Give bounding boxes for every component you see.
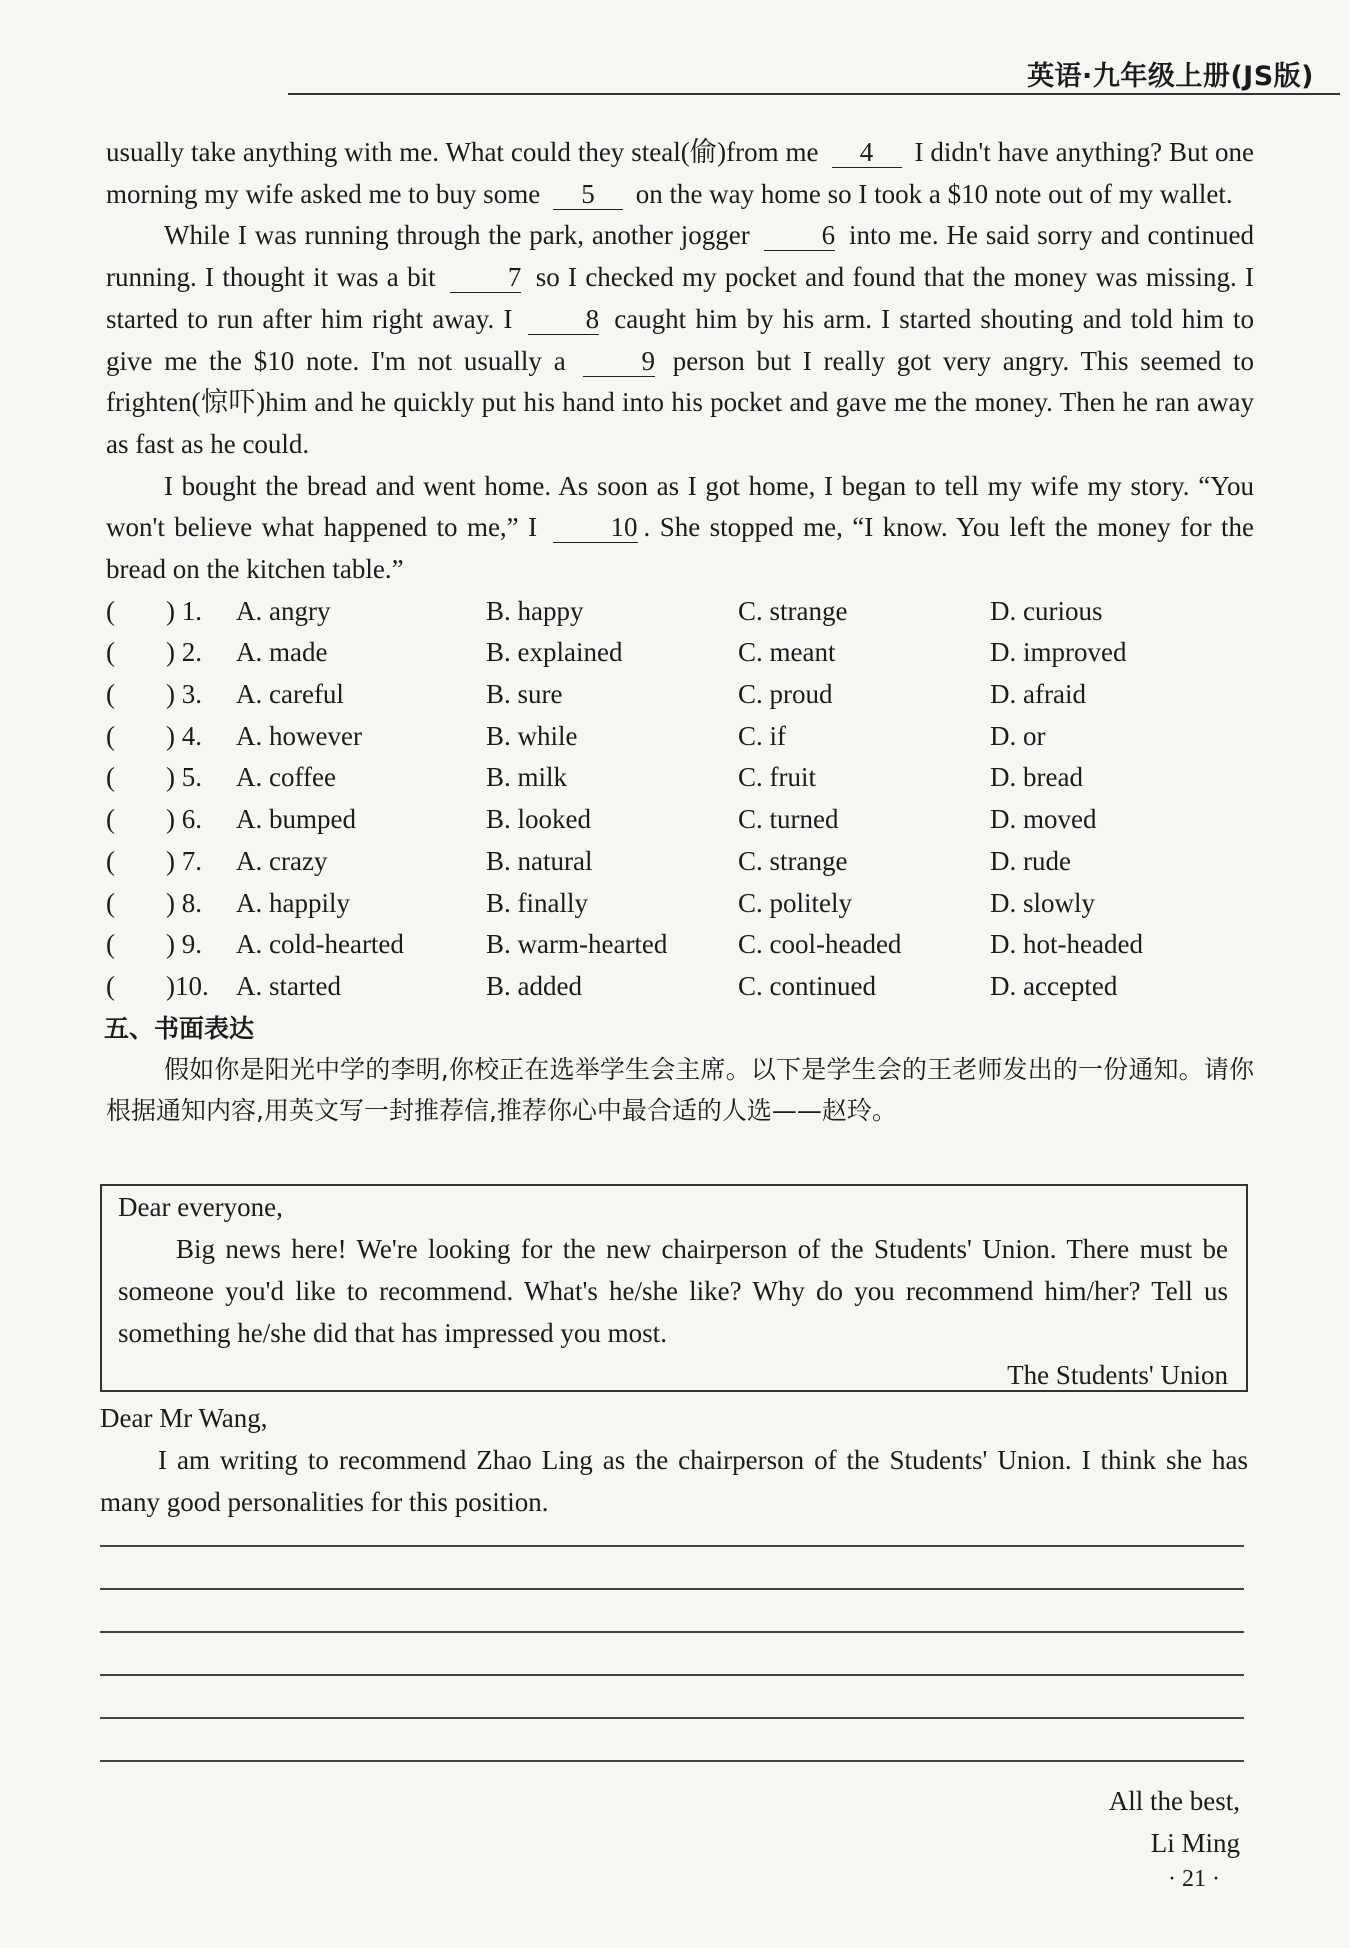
option-c: C. meant xyxy=(738,637,836,668)
option-d: D. rude xyxy=(990,845,1071,876)
answer-paren[interactable]: ( xyxy=(106,762,115,793)
option-c: C. proud xyxy=(738,679,833,710)
question-number: ) 1. xyxy=(166,595,202,626)
letter-opening: I am writing to recommend Zhao Ling as the chairperson of the Students' Union. I think she has many good personalities for this position. xyxy=(100,1445,1248,1517)
answer-paren[interactable]: ( xyxy=(106,804,115,835)
answer-paren[interactable]: ( xyxy=(106,720,115,751)
question-number: ) 9. xyxy=(166,929,202,960)
answer-paren[interactable]: ( xyxy=(106,637,115,668)
question-number: ) 5. xyxy=(166,762,202,793)
passage-text: I didn't have anything? But one morning my wife asked me to buy some xyxy=(106,137,1255,209)
letter-greeting: Dear Mr Wang, xyxy=(100,1403,268,1433)
answer-paren[interactable]: ( xyxy=(106,845,115,876)
option-row xyxy=(106,841,1254,883)
option-a: A. crazy xyxy=(236,845,328,876)
writing-line[interactable] xyxy=(100,1674,1244,1676)
option-row xyxy=(106,632,1254,674)
question-number: ) 3. xyxy=(166,679,202,710)
option-b: B. while xyxy=(486,720,578,751)
writing-line[interactable] xyxy=(100,1717,1244,1719)
letter-closing xyxy=(1109,1780,1240,1864)
answer-paren[interactable]: ( xyxy=(106,595,115,626)
option-d: D. curious xyxy=(990,595,1103,626)
option-d: D. or xyxy=(990,720,1046,751)
option-b: B. natural xyxy=(486,845,593,876)
option-c: C. politely xyxy=(738,887,852,918)
option-row xyxy=(106,716,1254,758)
option-d: D. accepted xyxy=(990,970,1118,1001)
option-b: B. sure xyxy=(486,679,563,710)
option-row xyxy=(106,591,1254,633)
section-title: 五、书面表达 xyxy=(104,1013,255,1043)
writing-instruction: 假如你是阳光中学的李明,你校正在选举学生会主席。以下是学生会的王老师发出的一份通知。请你根据通知内容,用英文写一封推荐信,推荐你心中最合适的人选——赵玲。 xyxy=(106,1055,1254,1126)
passage-paragraph-1 xyxy=(106,132,1254,215)
question-number: )10. xyxy=(166,970,209,1001)
option-d: D. hot-headed xyxy=(990,929,1143,960)
option-b: B. looked xyxy=(486,804,591,835)
option-d: D. afraid xyxy=(990,679,1086,710)
passage-text: so I checked my pocket and found that the money was missing. I started to run after him right away. I xyxy=(106,262,1255,334)
writing-line[interactable] xyxy=(100,1631,1244,1633)
option-b: B. explained xyxy=(486,637,623,668)
writing-line[interactable] xyxy=(100,1545,1244,1547)
question-number: ) 4. xyxy=(166,720,202,751)
passage-text: caught him by his arm. I started shouting and told him to give me the $10 note. I'm not usually a xyxy=(106,303,1255,376)
option-c: C. if xyxy=(738,720,787,751)
passage-text: . She stopped me, “I know. You left the money for the bread on the kitchen table.” xyxy=(106,512,1254,585)
option-a: A. angry xyxy=(236,595,331,626)
option-d: D. moved xyxy=(990,804,1097,835)
option-a: A. cold-hearted xyxy=(236,929,404,960)
option-d: D. improved xyxy=(990,637,1127,668)
signer-name: Li Ming xyxy=(1150,1828,1240,1858)
notice-content xyxy=(118,1186,1228,1396)
option-row xyxy=(106,924,1254,966)
option-row xyxy=(106,966,1254,1008)
question-number: ) 8. xyxy=(166,887,202,918)
notice-body: Big news here! We're looking for the new chairperson of the Students' Union. There must be someone you'd like to recommend. What's he/she like? Why do you recommend him/her? Tell us something he/she did that has impressed you most. xyxy=(118,1234,1228,1348)
option-a: A. made xyxy=(236,637,328,668)
option-b: B. happy xyxy=(486,595,584,626)
passage-text: usually take anything with me. What could they steal(偷)from me xyxy=(106,137,819,167)
option-a: A. coffee xyxy=(236,762,336,793)
cloze-passage xyxy=(106,132,1254,1131)
notice-box xyxy=(100,1184,1248,1392)
option-row xyxy=(106,799,1254,841)
letter xyxy=(100,1397,1248,1523)
option-a: A. started xyxy=(236,970,341,1001)
question-number: ) 2. xyxy=(166,637,202,668)
notice-signature: The Students' Union xyxy=(1007,1360,1228,1390)
blank-10[interactable]: 10 xyxy=(553,512,638,543)
passage-text: person but I really got very angry. This seemed to frighten(惊吓)him and he quickly put his hand into his pocket and gave me the money. Then he ran away as fast as he could. xyxy=(106,345,1255,459)
option-row xyxy=(106,757,1254,799)
closing-phrase: All the best, xyxy=(1108,1786,1240,1816)
option-row xyxy=(106,674,1254,716)
options-table xyxy=(106,591,1254,1008)
page-number: · 21 · xyxy=(1168,1866,1220,1892)
question-number: ) 6. xyxy=(166,804,202,835)
option-c: C. cool-headed xyxy=(738,929,902,960)
blank-8[interactable]: 8 xyxy=(528,304,600,335)
answer-paren[interactable]: ( xyxy=(106,970,115,1001)
option-b: B. milk xyxy=(486,762,568,793)
option-c: C. turned xyxy=(738,804,839,835)
option-c: C. fruit xyxy=(738,762,816,793)
option-b: B. added xyxy=(486,970,582,1001)
option-c: C. strange xyxy=(738,845,848,876)
blank-7[interactable]: 7 xyxy=(450,262,522,293)
writing-line[interactable] xyxy=(100,1760,1244,1762)
option-a: A. however xyxy=(236,720,362,751)
blank-4[interactable]: 4 xyxy=(832,137,902,168)
blank-6[interactable]: 6 xyxy=(764,220,836,251)
passage-paragraph-3 xyxy=(106,466,1254,591)
option-b: B. finally xyxy=(486,887,588,918)
notice-greeting: Dear everyone, xyxy=(118,1192,283,1222)
passage-text: While I was running through the park, another jogger xyxy=(164,220,750,251)
blank-9[interactable]: 9 xyxy=(583,346,655,377)
page-header-title: 英语·九年级上册(JS版) xyxy=(1027,61,1314,92)
option-a: A. happily xyxy=(236,887,350,918)
option-c: C. strange xyxy=(738,595,848,626)
blank-5[interactable]: 5 xyxy=(553,179,623,210)
passage-text: I bought the bread and went home. As soon as I got home, I began to tell my wife my story. “You won't believe what happened to me,” I xyxy=(106,470,1254,543)
answer-paren[interactable]: ( xyxy=(106,887,115,918)
option-b: B. warm-hearted xyxy=(486,929,668,960)
answer-paren[interactable]: ( xyxy=(106,679,115,710)
passage-text: into me. He said sorry and continued running. I thought it was a bit xyxy=(106,220,1254,293)
option-row xyxy=(106,883,1254,925)
passage-text: on the way home so I took a $10 note out of my wallet. xyxy=(635,178,1233,209)
option-d: D. bread xyxy=(990,762,1083,793)
question-number: ) 7. xyxy=(166,845,202,876)
option-d: D. slowly xyxy=(990,887,1096,918)
passage-paragraph-2 xyxy=(106,215,1254,465)
writing-line[interactable] xyxy=(100,1588,1244,1590)
header-divider xyxy=(288,93,1340,95)
answer-paren[interactable]: ( xyxy=(106,929,115,960)
option-c: C. continued xyxy=(738,970,876,1001)
option-a: A. bumped xyxy=(236,804,356,835)
option-a: A. careful xyxy=(236,679,344,710)
